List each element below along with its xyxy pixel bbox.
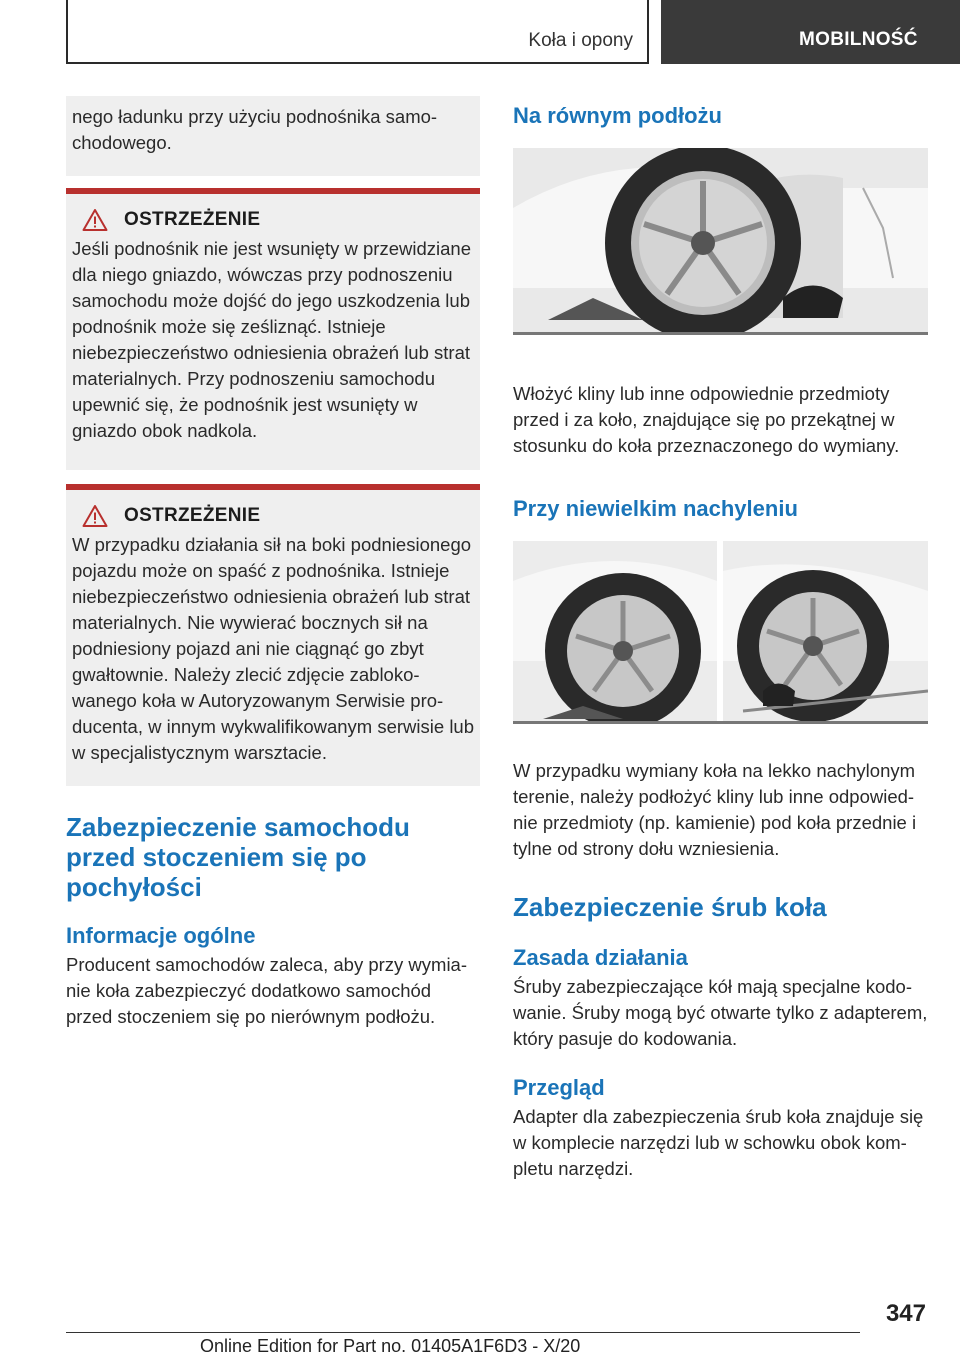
header-section-tab: [661, 0, 960, 64]
warning-text: Jeśli podnośnik nie jest wsunięty w przewidziane dla niego gniazdo, wówczas przy podnoszeniu samochodu może dojść do jego uszkodzenia lub podnośnik może się ześliznąć. Istnieje niebezpieczeństwo odniesienia obrażeń lub strat materialnych. Przy podnoszeniu samochodu upewnić się, że podnośnik jest wsunięty w gniazdo obok nadkola.: [72, 238, 471, 441]
flat-ground-title: Na równym podłożu: [513, 103, 722, 128]
warning-header: [72, 208, 474, 232]
header-section-label: MOBILNOŚĆ: [799, 29, 918, 50]
slope-photo-rear: [723, 541, 928, 721]
slope-wheel-photos: [513, 541, 928, 724]
front-wheel-illustration: [513, 541, 717, 721]
rear-wheel-illustration: [723, 541, 928, 721]
intro-text: nego ładunku przy użyciu podnośnika samochodowego.: [72, 106, 438, 153]
slope-photo-front: [513, 541, 717, 721]
subsection-title-principle: Zasada działania: [513, 945, 688, 970]
page-number: 347: [885, 1300, 926, 1327]
subsection-title-general: Informacje ogólne: [66, 923, 256, 948]
wheel-chocks-illustration: [513, 148, 928, 332]
warning-triangle-icon: [82, 504, 108, 528]
warning-header: [72, 504, 474, 528]
warning-title: OSTRZEŻENIE: [124, 505, 261, 526]
subsection-title-overview: Przegląd: [513, 1075, 605, 1100]
warning-box-2: [66, 484, 480, 786]
section-title-rollaway: Zabezpieczenie samochodu przed stoczeniem się po pochyłości: [66, 812, 410, 902]
slope-text: W przypadku wymiany koła na lekko nachylonym terenie, należy podłożyć kliny lub inne odpowiednie przedmioty (np. kamienie) pod koła przednie i tylne od strony dołu wzniesienia.: [513, 760, 917, 859]
footer-divider: [66, 1332, 860, 1333]
header-chapter-box: [66, 0, 649, 64]
header-chapter: Koła i opony: [528, 30, 633, 51]
flat-ground-text: Włożyć kliny lub inne odpowiednie przedmioty przed i za koło, znajdujące się po przekątnej w stosunku do koła przeznaczonego do wymiany.: [513, 383, 900, 456]
warning-triangle-icon: [82, 208, 108, 232]
left-column: [66, 96, 480, 1030]
warning-title: OSTRZEŻENIE: [124, 209, 261, 230]
right-column: [513, 96, 928, 1182]
slope-title: Przy niewielkim nachyleniu: [513, 496, 798, 521]
general-info-text: Producent samochodów zaleca, aby przy wymianie koła zabezpieczyć dodatkowo samochód przed stoczeniem się po nierównym podłożu.: [66, 954, 468, 1027]
section-title-wheel-bolt-lock: Zabezpieczenie śrub koła: [513, 892, 827, 922]
overview-text: Adapter dla zabezpieczenia śrub koła znajduje się w komplecie narzędzi lub w schowku obok kompletu narzędzi.: [513, 1106, 924, 1179]
warning-box-1: [66, 188, 480, 470]
principle-text: Śruby zabezpieczające kół mają specjalne kodowanie. Śruby mogą być otwarte tylko z adapterem, który pasuje do kodowania.: [513, 976, 928, 1049]
footer-edition: Online Edition for Part no. 01405A1F6D3 - X/20: [200, 1336, 581, 1356]
warning-text: W przypadku działania sił na boki podniesionego pojazdu może on spaść z podnośnika. Istnieje niebezpieczeństwo odniesienia obrażeń lub strat materialnych. Nie wywierać bocznych sił na podniesiony pojazd ani nie ciągnąć go zbyt gwałtownie. Należy zlecić zdjęcie zablokowanego koła w Autoryzowanym Serwisie producenta, w innym wykwalifikowanym serwisie lub w specjalistycznym warsztacie.: [72, 534, 475, 763]
intro-box: [66, 96, 480, 176]
flat-ground-wheel-photo: [513, 148, 928, 335]
